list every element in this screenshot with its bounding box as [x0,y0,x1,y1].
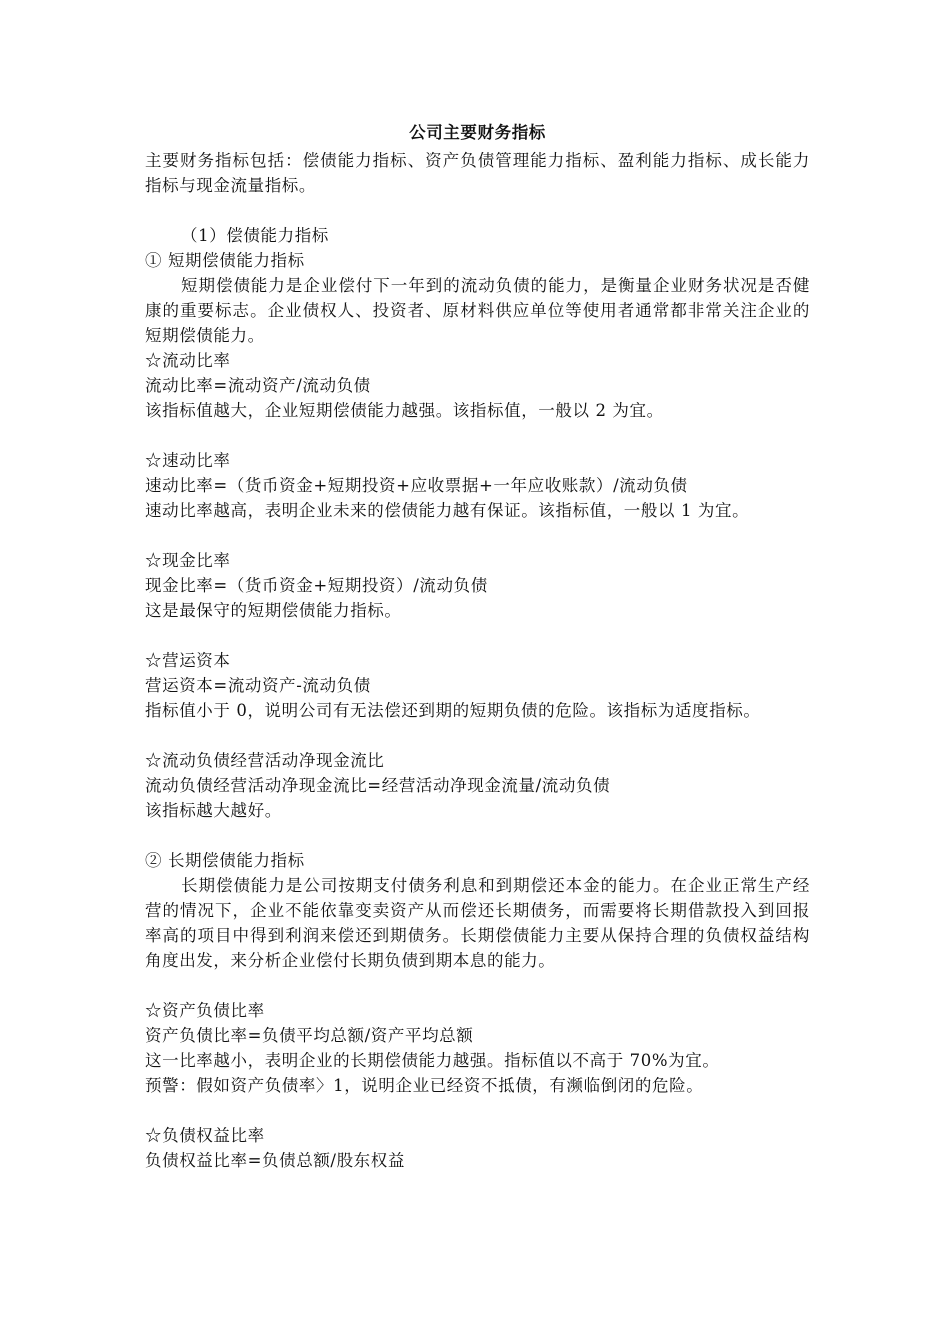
spacer [145,623,810,648]
intro-paragraph: 主要财务指标包括：偿债能力指标、资产负债管理能力指标、盈利能力指标、成长能力指标与现金流量指标。 [145,151,810,195]
subsection-heading-long-term: ② 长期偿债能力指标 [145,851,305,870]
note-op-cashflow-ratio: 该指标越大越好。 [145,801,282,820]
warning-debt-asset-ratio: 预警：假如资产负债率〉1，说明企业已经资不抵债，有濒临倒闭的危险。 [145,1076,704,1095]
subsection-heading-short-term: ① 短期偿债能力指标 [145,251,305,270]
note-cash-ratio: 这是最保守的短期偿债能力指标。 [145,601,402,620]
long-term-paragraph: 长期偿债能力是公司按期支付债务利息和到期偿还本金的能力。在企业正常生产经营的情况下，企业不能依靠变卖资产从而偿还长期债务，而需要将长期借款投入到回报率高的项目中得到利润来偿还到期债务。长期偿债能力主要从保持合理的负债权益结构角度出发，来分析企业偿付长期负债到期本息的能力。 [145,876,810,970]
spacer [145,723,810,748]
note-debt-asset-ratio: 这一比率越小，表明企业的长期偿债能力越强。指标值以不高于 70%为宜。 [145,1051,720,1070]
spacer [145,823,810,848]
formula-debt-asset-ratio: 资产负债比率=负债平均总额/资产平均总额 [145,1026,474,1045]
formula-debt-equity-ratio: 负债权益比率=负债总额/股东权益 [145,1151,405,1170]
document-title: 公司主要财务指标 [409,123,546,142]
note-working-capital: 指标值小于 0，说明公司有无法偿还到期的短期负债的危险。该指标为适度指标。 [145,701,761,720]
note-quick-ratio: 速动比率越高，表明企业未来的偿债能力越有保证。该指标值，一般以 1 为宜。 [145,501,750,520]
indicator-name-quick-ratio: ☆速动比率 [145,451,231,470]
spacer [145,1098,810,1123]
indicator-name-op-cashflow-ratio: ☆流动负债经营活动净现金流比 [145,751,385,770]
document-page [145,118,810,1173]
short-term-paragraph: 短期偿债能力是企业偿付下一年到的流动负债的能力，是衡量企业财务状况是否健康的重要标志。企业债权人、投资者、原材料供应单位等使用者通常都非常关注企业的短期偿债能力。 [145,276,810,345]
indicator-name-working-capital: ☆营运资本 [145,651,231,670]
spacer [145,198,810,223]
spacer [145,423,810,448]
note-current-ratio: 该指标值越大，企业短期偿债能力越强。该指标值，一般以 2 为宜。 [145,401,664,420]
formula-current-ratio: 流动比率=流动资产/流动负债 [145,376,371,395]
indicator-name-cash-ratio: ☆现金比率 [145,551,231,570]
indicator-name-debt-asset-ratio: ☆资产负债比率 [145,1001,265,1020]
formula-quick-ratio: 速动比率=（货币资金+短期投资+应收票据+一年应收账款）/流动负债 [145,476,688,495]
indicator-name-current-ratio: ☆流动比率 [145,351,231,370]
spacer [145,523,810,548]
formula-working-capital: 营运资本=流动资产-流动负债 [145,676,371,695]
spacer [145,973,810,998]
formula-cash-ratio: 现金比率=（货币资金+短期投资）/流动负债 [145,576,488,595]
section-heading-solvency: （1）偿债能力指标 [181,226,329,245]
indicator-name-debt-equity-ratio: ☆负债权益比率 [145,1126,265,1145]
formula-op-cashflow-ratio: 流动负债经营活动净现金流比=经营活动净现金流量/流动负债 [145,776,611,795]
